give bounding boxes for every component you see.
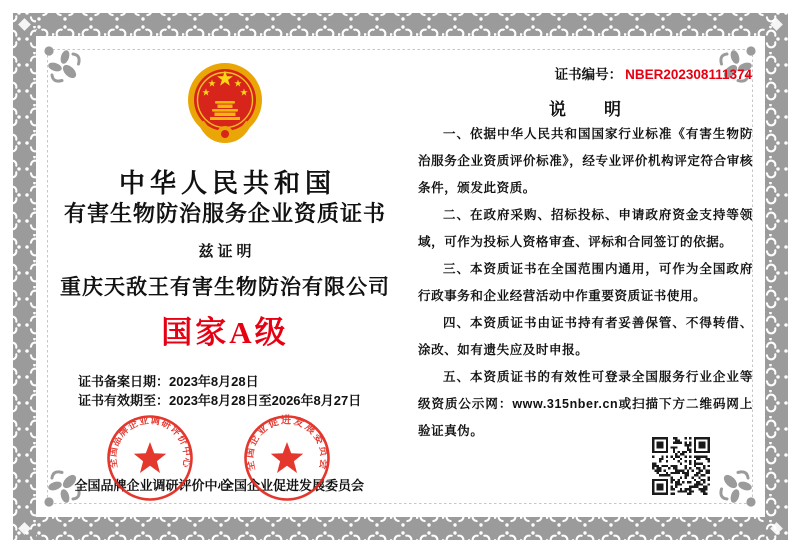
explanation-item: 二、在政府采购、招标投标、申请政府资金支持等领域，可作为投标人资格审查、评标和合同签订的依据。 [418, 208, 753, 249]
heading-char: 说 [549, 100, 566, 119]
explanation-list [418, 121, 753, 445]
company-name: 重庆天敌王有害生物防治有限公司 [60, 276, 390, 299]
certify-label: 兹证明 [198, 243, 256, 260]
explanation-item: 四、本资质证书由证书持有者妥善保管、不得转借、涂改、如有遗失应及时申报。 [418, 316, 753, 357]
seal-stamp-left-icon [106, 413, 194, 506]
certificate-number [418, 63, 786, 83]
valid-period: 证书有效期至：2023年8月28日至2026年8月27日 [78, 393, 362, 408]
heading-char: 明 [604, 100, 621, 119]
explanation-item: 三、本资质证书在全国范围内通用，可作为全国政府行政事务和企业经营活动中作重要资质证书使用。 [418, 262, 753, 303]
explanation-item: 五、本资质证书的有效性可登录全国服务行业企业等级资质公示网：www.315nber.cn或扫描下方二维码网上验证真伪。 [418, 370, 753, 438]
seal-ring-text: 全国品牌企业调研评价中心 [107, 415, 193, 470]
explanation-item: 一、依据中华人民共和国国家行业标准《有害生物防治服务企业资质评价标准》，经专业评价机构评定符合审核条件，颁发此资质。 [418, 127, 753, 195]
seal-stamp-right-icon [243, 413, 331, 506]
national-emblem-icon [185, 60, 265, 157]
certificate-number-value: NBER202308111374 [625, 67, 752, 82]
seal-caption-left: 全国品牌企业调研评价中心 [74, 478, 231, 493]
qr-code [652, 437, 710, 500]
record-date: 证书备案日期：2023年8月28日 [78, 374, 259, 389]
grade-label: 国家A级 [161, 315, 289, 350]
explanation-heading [418, 95, 752, 120]
date-block [78, 372, 361, 410]
seal-caption-right: 全国企业促进发展委员会 [220, 478, 364, 493]
certificate-number-label: 证书编号： [554, 67, 623, 82]
seal-ring-text: 全国企业促进发展委员会 [244, 415, 330, 472]
certificate-title: 有害生物防治服务企业资质证书 [63, 201, 386, 226]
country-title: 中华人民共和国 [118, 168, 336, 198]
